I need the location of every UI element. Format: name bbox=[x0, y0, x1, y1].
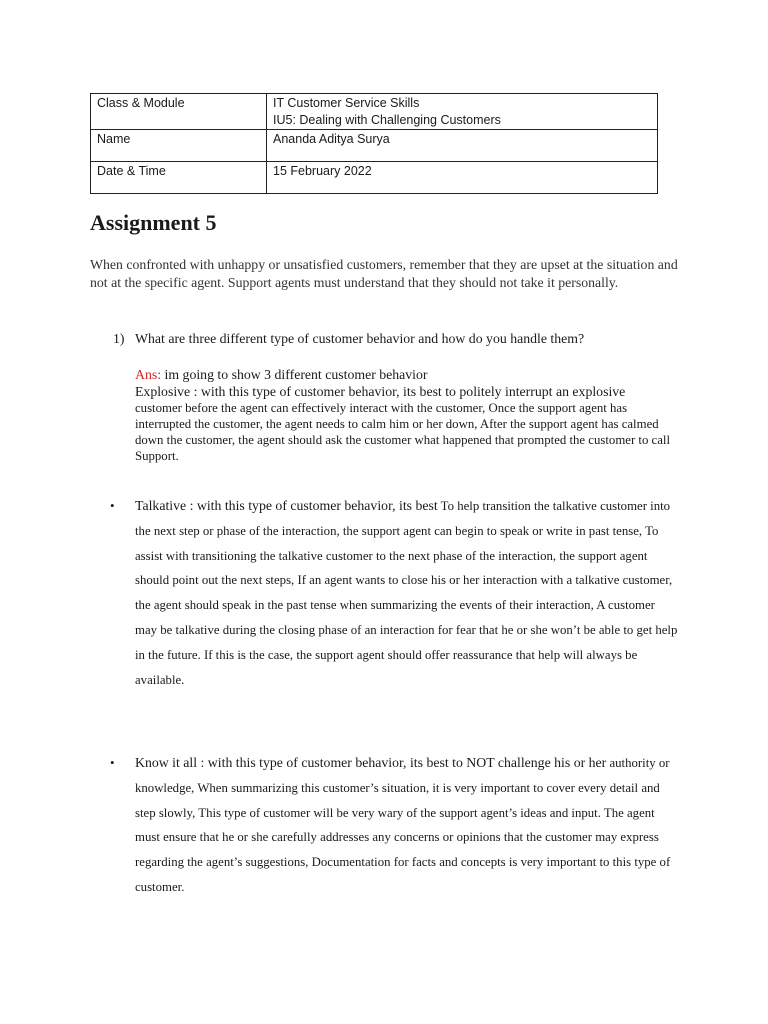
class-module-label: Class & Module bbox=[91, 94, 267, 130]
name-label: Name bbox=[91, 130, 267, 162]
question-1 bbox=[113, 330, 683, 348]
talkative-text: To help transition the talkative customer into the next step or phase of the interaction, the support agent can begin to speak or write in past tense, To assist with transitioning the talkative customer to the next phase of the interaction, the support agent should point out the next steps, If an agent wants to close his or her interaction with a talkative customer, the agent should speak in the past tense when summarizing the events of their interaction, A customer may be talkative during the closing phase of an interaction for fear that he or she won’t be able to get help in the future. If this is the case, the support agent should offer reassurance that help will always be available. bbox=[135, 499, 678, 687]
class-module-value-line2: IU5: Dealing with Challenging Customers bbox=[273, 113, 501, 127]
answer-intro-line bbox=[135, 366, 675, 383]
table-row bbox=[91, 162, 658, 194]
question-number: 1) bbox=[113, 331, 125, 346]
answer-intro: im going to show 3 different customer behavior bbox=[161, 367, 428, 382]
talkative-lead: Talkative : with this type of customer behavior, its best bbox=[135, 498, 438, 513]
name-value: Ananda Aditya Surya bbox=[267, 130, 658, 162]
know-it-all-text: authority or knowledge, When summarizing this customer’s situation, it is very important to cover every detail and step slowly, This type of customer will be very wary of the support agent’s ideas and input. The agent must ensure that he or she carefully addresses any concerns or opinions that the customer may express regarding the agent’s suggestions, Documentation for facts and concepts is very important to this type of customer. bbox=[135, 756, 671, 894]
know-it-all-lead: Know it all : with this type of customer behavior, its best to NOT challenge his or her bbox=[135, 755, 607, 770]
date-time-label: Date & Time bbox=[91, 162, 267, 194]
page-title: Assignment 5 bbox=[90, 210, 217, 235]
answer-label: Ans: bbox=[135, 367, 162, 382]
list-item-know-it-all bbox=[110, 751, 680, 900]
date-time-value: 15 February 2022 bbox=[267, 162, 658, 194]
table-row bbox=[91, 94, 658, 130]
class-module-value bbox=[267, 94, 658, 130]
info-table bbox=[90, 93, 658, 194]
question-text: What are three different type of customer behavior and how do you handle them? bbox=[135, 331, 585, 346]
list-item-talkative bbox=[110, 494, 680, 692]
class-module-value-line1: IT Customer Service Skills bbox=[273, 96, 420, 110]
bullet-symbol: • bbox=[110, 755, 115, 770]
intro-paragraph: When confronted with unhappy or unsatisfied customers, remember that they are upset at the situation and not at the specific agent. Support agents must understand that they should not take it personally. bbox=[90, 257, 678, 290]
bullet-symbol: • bbox=[110, 498, 115, 513]
table-row bbox=[91, 130, 658, 162]
explosive-lead: Explosive : with this type of customer behavior, its best to politely interrupt an explosive bbox=[135, 384, 626, 399]
explosive-text: customer before the agent can effectively interact with the customer, Once the support agent has interrupted the customer, the agent needs to calm him or her down, After the support agent has calmed down the customer, the agent should ask the customer what happened that prompted the customer to call Support. bbox=[135, 401, 671, 463]
answer-block bbox=[135, 366, 675, 464]
